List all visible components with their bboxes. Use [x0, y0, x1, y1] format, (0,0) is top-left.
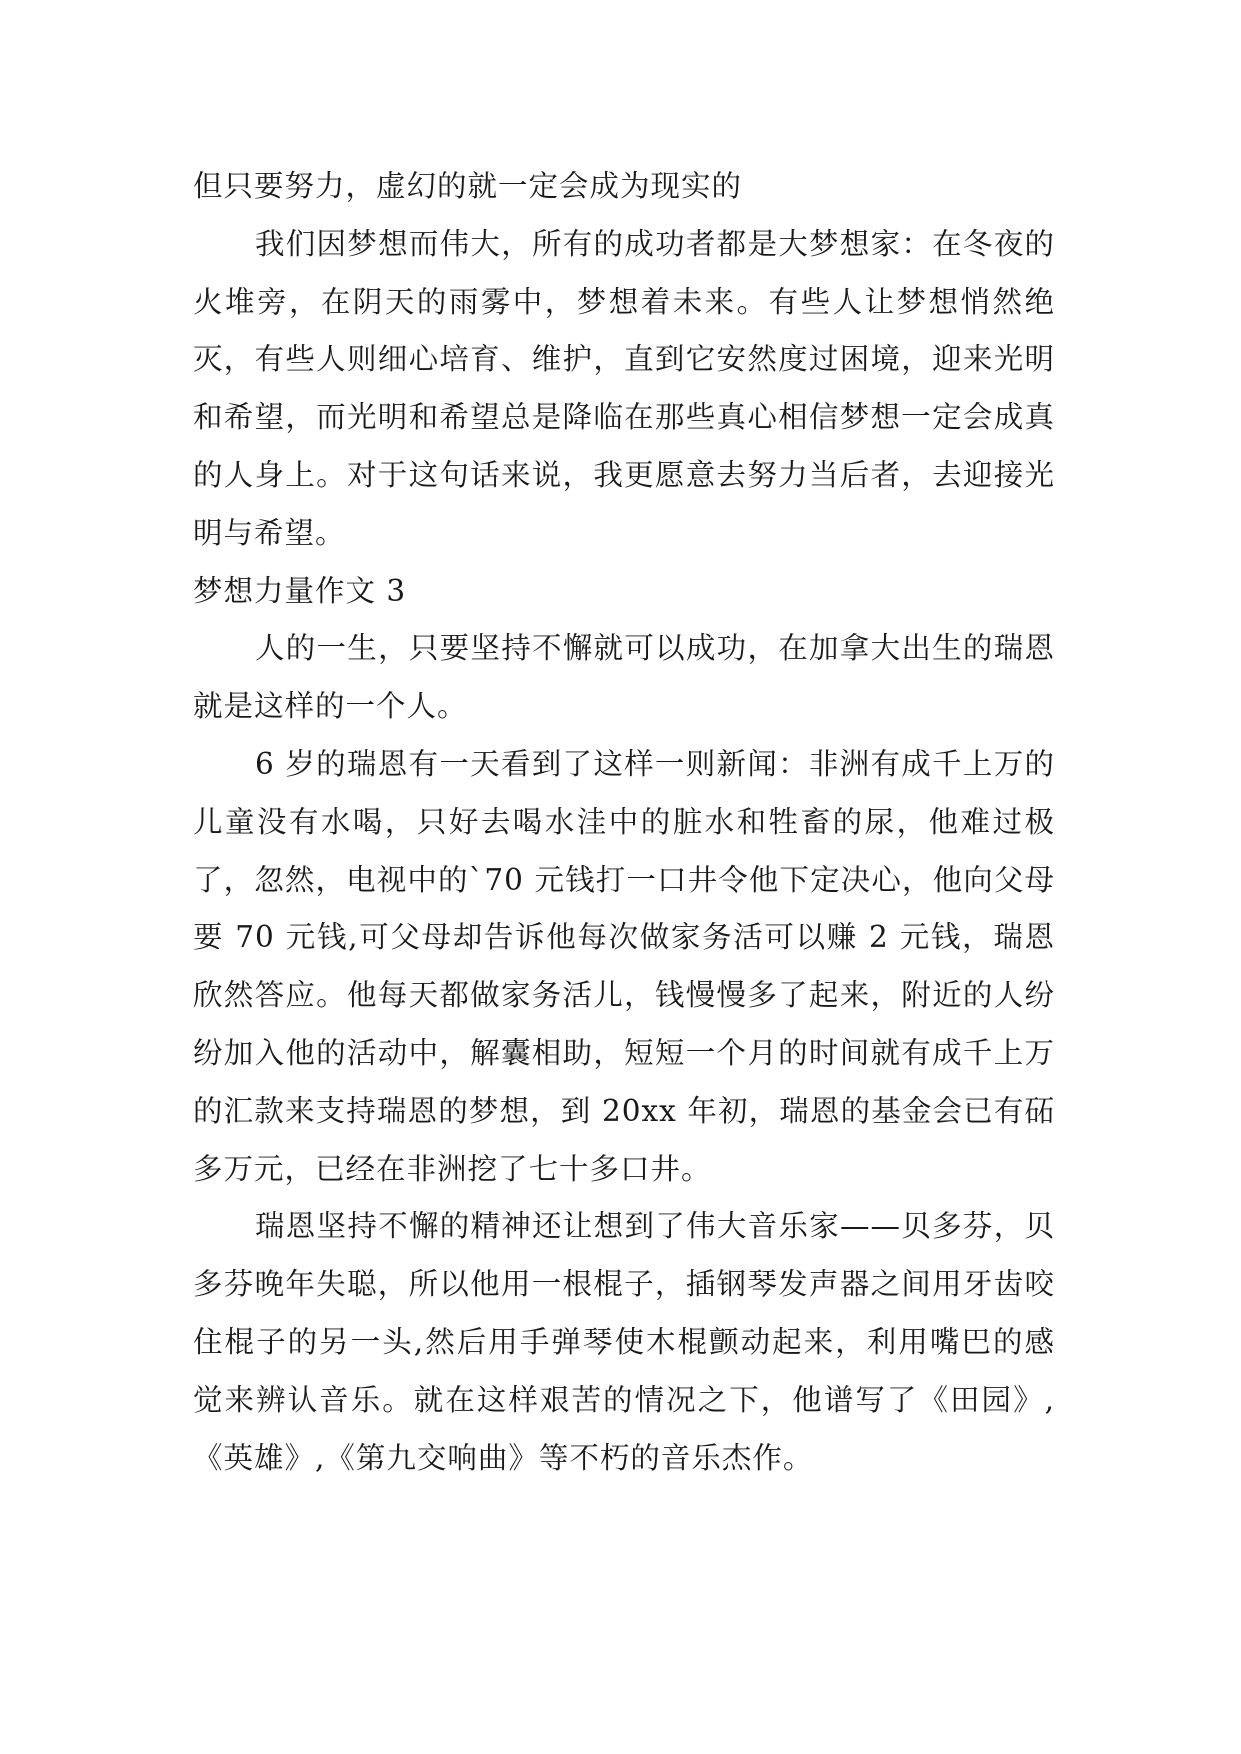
- paragraph-closing-line: 但只要努力，虚幻的就一定会成为现实的: [193, 169, 743, 203]
- paragraph-beethoven: 瑞恩坚持不懈的精神还让想到了伟大音乐家——贝多芬，贝多芬晚年失聪，所以他用一根棍子，插钢琴发声器之间用牙齿咬住棍子的另一头,然后用手弹琴使木棍颤动起来，利用嘴巴的感觉来辨认音乐。就在这样艰苦的情况之下，他谱写了《田园》,《英雄》,《第九交响曲》等不朽的音乐杰作。: [193, 1209, 1055, 1475]
- section-heading: 梦想力量作文 3: [193, 573, 407, 608]
- paragraph-dreams-greatness: 我们因梦想而伟大，所有的成功者都是大梦想家：在冬夜的火堆旁，在阴天的雨雾中，梦想着未来。有些人让梦想悄然绝灭，有些人则细心培育、维护，直到它安然度过困境，迎来光明和希望，而光明和希望总是降临在那些真心相信梦想一定会成真的人身上。对于这句话来说，我更愿意去努力当后者，去迎接光明与希望。: [193, 226, 1055, 550]
- paragraph-ryan-story: 6 岁的瑞恩有一天看到了这样一则新闻：非洲有成千上万的儿童没有水喝，只好去喝水洼中的脏水和牲畜的尿，他难过极了，忽然，电视中的`70 元钱打一口井令他下定决心，他向父母要 70 元钱,可父母却告诉他每次做家务活可以赚 2 元钱，瑞恩欣然答应。他每天都做家务活儿，钱慢慢多了起来，附近的人纷纷加入他的活动中，解囊相助，短短一个月的时间就有成千上万的汇款来支持瑞恩的梦想，到 20xx 年初，瑞恩的基金会已有砳多万元，已经在非洲挖了七十多口井。: [193, 746, 1055, 1186]
- document-body: [193, 158, 1055, 1487]
- paragraph-ryan-intro: 人的一生，只要坚持不懈就可以成功，在加拿大出生的瑞恩就是这样的一个人。: [193, 631, 1055, 724]
